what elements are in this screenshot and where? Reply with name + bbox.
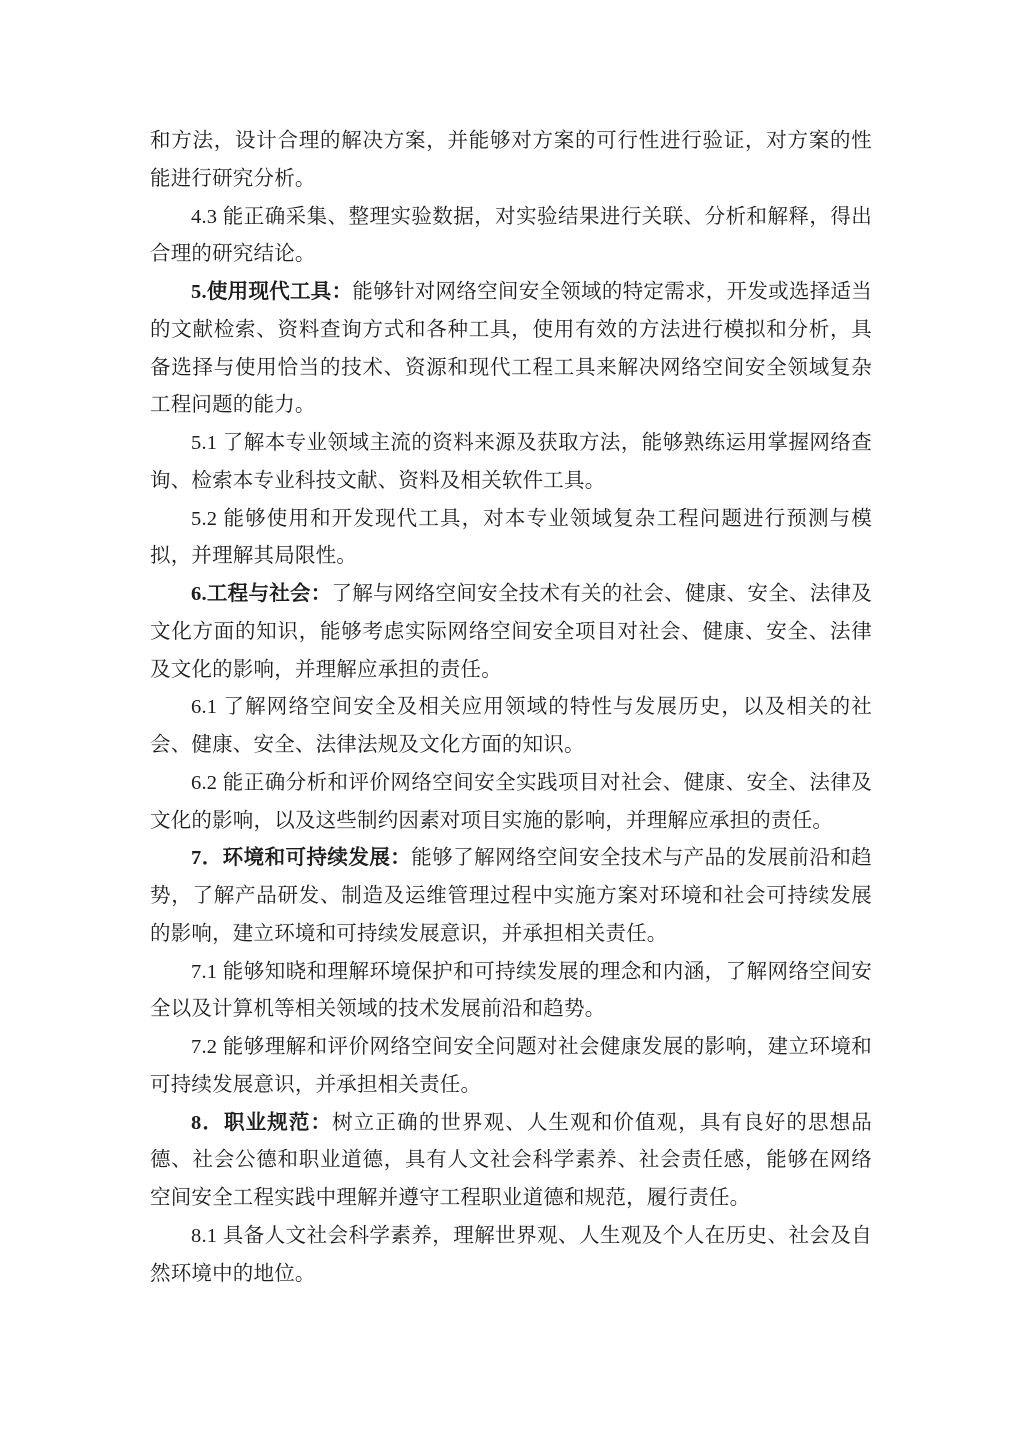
section-paragraph: [150, 576, 872, 689]
section-paragraph: [150, 840, 872, 953]
paragraph-text: 7.1 能够知晓和理解环境保护和可持续发展的理念和内涵，了解网络空间安全以及计算机等相关领域的技术发展前沿和趋势。: [150, 960, 872, 1021]
body-paragraph: [150, 123, 872, 199]
body-paragraph: [150, 1029, 872, 1105]
paragraph-text: 5.1 了解本专业领域主流的资料来源及获取方法，能够熟练运用掌握网络查询、检索本专业科技文献、资料及相关软件工具。: [150, 432, 872, 492]
section-heading: 7．环境和可持续发展：: [191, 847, 412, 870]
body-paragraph: [150, 689, 872, 765]
paragraph-text: 树立正确的世界观、人生观和价值观，具有良好的思想品德、社会公德和职业道德，具有人文社会科学素养、社会责任感，能够在网络空间安全工程实践中理解并遵守工程职业道德和规范，履行责任。: [150, 1111, 873, 1209]
paragraph-text: 7.2 能够理解和评价网络空间安全问题对社会健康发展的影响，建立环境和可持续发展意识，并承担相关责任。: [150, 1036, 872, 1096]
section-paragraph: [150, 1105, 872, 1218]
paragraph-text: 8.1 具备人文社会科学素养，理解世界观、人生观及个人在历史、社会及自然环境中的地位。: [150, 1224, 872, 1285]
paragraph-text: 和方法，设计合理的解决方案，并能够对方案的可行性进行验证，对方案的性能进行研究分析。: [150, 130, 872, 190]
paragraph-text: 5.2 能够使用和开发现代工具，对本专业领域复杂工程问题进行预测与模拟，并理解其局限性。: [150, 507, 872, 568]
body-paragraph: [150, 425, 872, 501]
body-paragraph: [150, 501, 872, 577]
paragraph-text: 4.3 能正确采集、整理实验数据，对实验结果进行关联、分析和解释，得出合理的研究结论。: [150, 205, 872, 266]
paragraph-text: 能够了解网络空间安全技术与产品的发展前沿和趋势，了解产品研发、制造及运维管理过程中实施方案对环境和社会可持续发展的影响，建立环境和可持续发展意识，并承担相关责任。: [150, 847, 872, 945]
paragraph-text: 6.2 能正确分析和评价网络空间安全实践项目对社会、健康、安全、法律及文化的影响，以及这些制约因素对项目实施的影响，并理解应承担的责任。: [150, 771, 872, 832]
body-paragraph: [150, 954, 872, 1030]
paragraph-text: 能够针对网络空间安全领域的特定需求，开发或选择适当的文献检索、资料查询方式和各种工具，使用有效的方法进行模拟和分析，具备选择与使用恰当的技术、资源和现代工程工具来解决网络空间安全领域复杂工程问题的能力。: [150, 281, 872, 417]
body-paragraph: [150, 199, 872, 275]
section-heading: 5.使用现代工具：: [191, 281, 353, 303]
document-content: [150, 123, 872, 1293]
body-paragraph: [150, 1218, 872, 1294]
section-heading: 8．职业规范：: [191, 1111, 333, 1134]
body-paragraph: [150, 765, 872, 841]
paragraph-text: 6.1 了解网络空间安全及相关应用领域的特性与发展历史，以及相关的社会、健康、安全、法律法规及文化方面的知识。: [150, 696, 872, 756]
section-heading: 6.工程与社会：: [191, 583, 332, 605]
paragraph-text: 了解与网络空间安全技术有关的社会、健康、安全、法律及文化方面的知识，能够考虑实际网络空间安全项目对社会、健康、安全、法律及文化的影响，并理解应承担的责任。: [150, 583, 872, 681]
section-paragraph: [150, 274, 872, 425]
